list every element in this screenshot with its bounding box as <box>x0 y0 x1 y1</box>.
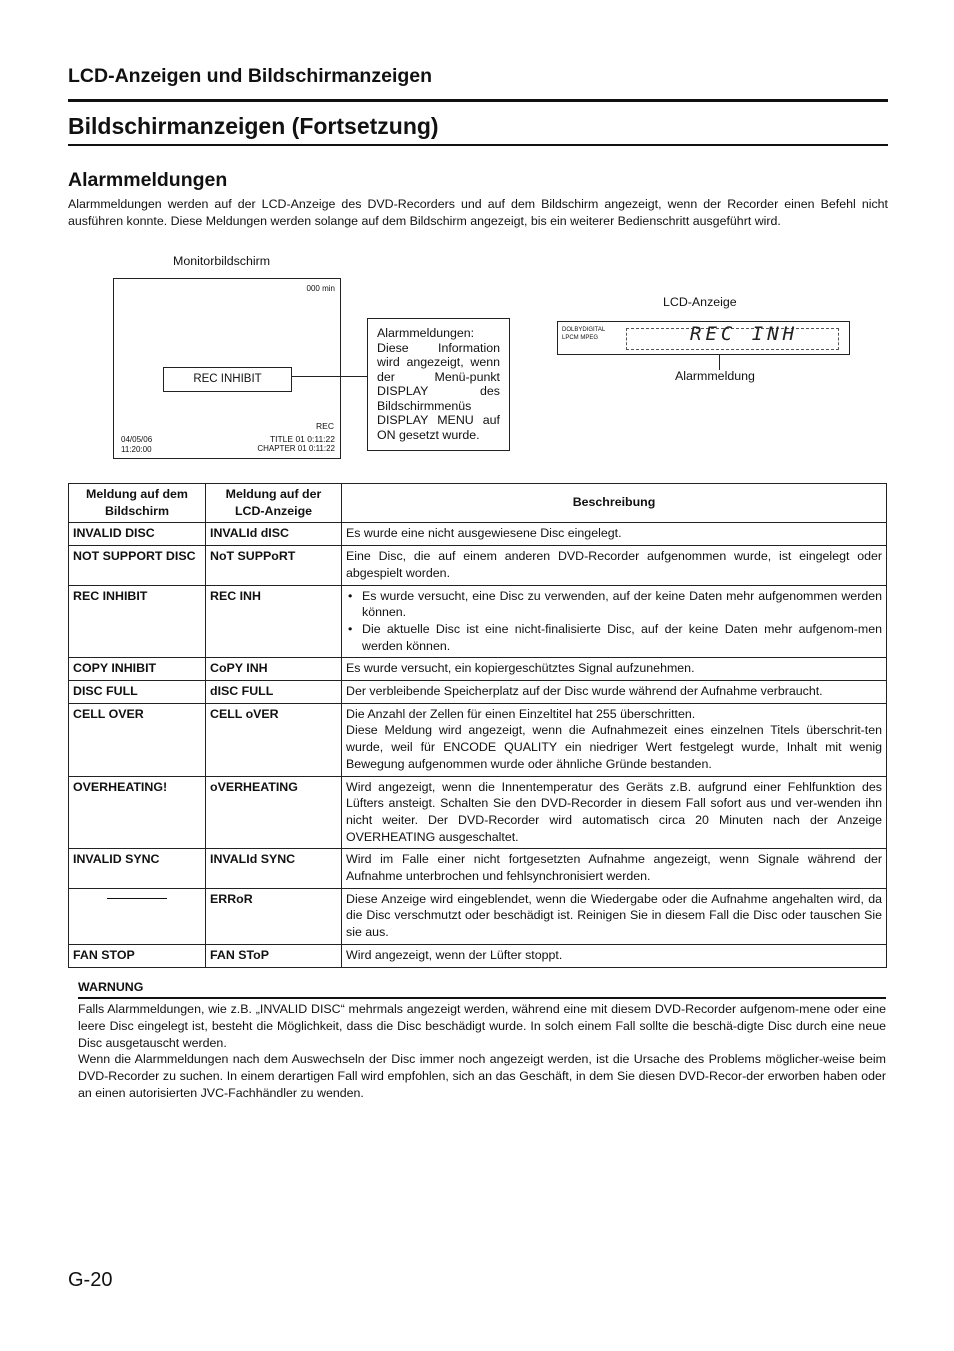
lcd-tag-lpcm: LPCM MPEG <box>562 335 599 341</box>
table-row <box>69 849 887 888</box>
description: Es wurde versucht, ein kopiergeschütztes Signal aufzunehmen. <box>342 658 887 681</box>
table-row <box>69 888 887 944</box>
description <box>342 585 887 658</box>
screen-message: FAN STOP <box>69 944 206 967</box>
rec-indicator: REC <box>316 421 334 431</box>
lcd-pointer-line <box>719 355 720 370</box>
col-header-description: Beschreibung <box>342 484 887 523</box>
lcd-message: dISC FULL <box>206 681 342 704</box>
table-row <box>69 944 887 967</box>
bullet-item: • Die aktuelle Disc ist eine nicht-finalisierte Disc, auf der keine Daten mehr aufgenom-men werden können. <box>346 621 882 654</box>
section-header <box>68 64 888 102</box>
chapter-line: CHAPTER 01 0:11:22 <box>257 444 335 453</box>
page-title <box>68 112 888 146</box>
screen-message: INVALID DISC <box>69 523 206 546</box>
lcd-segment-text: REC INH <box>690 323 799 345</box>
callout-connector <box>291 376 368 377</box>
screen-message: NOT SUPPORT DISC <box>69 546 206 585</box>
page-number: G-20 <box>68 1269 113 1291</box>
screen-message-none <box>69 888 206 944</box>
screen-message: OVERHEATING! <box>69 776 206 849</box>
lcd-format-tags <box>562 326 605 342</box>
table-row <box>69 585 887 658</box>
no-message-dash <box>107 891 167 899</box>
lcd-display <box>557 321 850 355</box>
lcd-message: FAN SToP <box>206 944 342 967</box>
time: 11:20:00 <box>121 445 152 454</box>
warning-title: WARNUNG <box>78 980 886 999</box>
description-line: Die Anzahl der Zellen für einen Einzeltitel hat 255 überschritten. <box>346 706 696 721</box>
lcd-message: CELL oVER <box>206 703 342 776</box>
rec-inhibit-message: REC INHIBIT <box>163 367 292 392</box>
description: Wird angezeigt, wenn die Innentemperatur des Geräts z.B. aufgrund einer Fehlfunktion des Lüfters ansteigt. Schalten Sie den DVD-Recorder in diesem Fall sofort aus und ver-wenden ihn nicht weiter. Der DVD-Recorder wird automatisch circa 20 Minuten nach der Anzeige OVERHEATING ausgeschaltet. <box>342 776 887 849</box>
col-header-lcd: Meldung auf der LCD-Anzeige <box>206 484 342 523</box>
description: Wird angezeigt, wenn der Lüfter stoppt. <box>342 944 887 967</box>
lcd-message: oVERHEATING <box>206 776 342 849</box>
callout-box: Alarmmeldungen: Diese Information wird angezeigt, wenn der Menü-punkt DISPLAY des Bildschirmmenüs DISPLAY MENU auf ON gesetzt wurde. <box>367 318 510 451</box>
description: Der verbleibende Speicherplatz auf der Disc wurde während der Aufnahme verbraucht. <box>342 681 887 704</box>
section-title: LCD-Anzeigen und Bildschirmanzeigen <box>68 65 433 87</box>
col-header-screen: Meldung auf dem Bildschirm <box>69 484 206 523</box>
lcd-message: REC INH <box>206 585 342 658</box>
table-row <box>69 681 887 704</box>
description-line: Diese Meldung wird angezeigt, wenn die Aufnahmezeit eines einzelnen Titels überschrit-ten wurde, weil für ENCODE QUALITY ein niedriger Wert festgelegt wurde, Inhalt mit wenig Bewegung aufgenommen wurde oder ähnliche Gründe bestanden. <box>346 723 882 771</box>
screen-message: COPY INHIBIT <box>69 658 206 681</box>
lcd-message: INVALId SYNC <box>206 849 342 888</box>
bullet-item: • Es wurde versucht, eine Disc zu verwenden, auf der keine Daten mehr aufgenommen werden können. <box>346 588 882 621</box>
lcd-message: NoT SUPPoRT <box>206 546 342 585</box>
table-row <box>69 546 887 585</box>
page-heading: Bildschirmanzeigen (Fortsetzung) <box>68 113 439 139</box>
warning-paragraph-2: Wenn die Alarmmeldungen nach dem Auswechseln der Disc immer noch angezeigt werden, ist die Ursache des Problems möglicher-weise beim DVD-Recorder zu suchen. In einem derartigen Fall wird empfohlen, sich an das Geschäft, in dem Sie diesen DVD-Recor-der erworben haben oder an einen autorisierten JVC-Fachhändler zu wenden. <box>78 1052 886 1100</box>
table-row <box>69 658 887 681</box>
monitor-screen <box>113 278 341 459</box>
warning-box <box>78 980 886 1102</box>
table-header-row <box>69 484 887 523</box>
lcd-message: INVALId dISC <box>206 523 342 546</box>
lcd-message: ERRoR <box>206 888 342 944</box>
date-time <box>121 435 152 455</box>
screen-message: REC INHIBIT <box>69 585 206 658</box>
title-chapter-info <box>257 434 335 454</box>
lcd-tag-dolby: DOLBYDIGITAL <box>562 327 606 333</box>
lcd-label: LCD-Anzeige <box>663 295 737 309</box>
lcd-alarm-label: Alarmmeldung <box>675 369 755 383</box>
description <box>342 703 887 776</box>
lcd-message: CoPY INH <box>206 658 342 681</box>
date: 04/05/06 <box>121 435 153 444</box>
description: Eine Disc, die auf einem anderen DVD-Recorder aufgenommen wurde, ist eingelegt oder abgespielt worden. <box>342 546 887 585</box>
alarm-diagram <box>0 250 954 470</box>
intro-paragraph: Alarmmeldungen werden auf der LCD-Anzeige des DVD-Recorders und auf dem Bildschirm angezeigt, wenn der Recorder einen Befehl nicht ausführen konnte. Diese Meldungen werden solange auf dem Bildschirm angezeigt, bis ein weiterer Bedienschritt ausgeführt wird. <box>68 197 888 228</box>
description-bullets <box>346 588 882 655</box>
description: Wird im Falle einer nicht fortgesetzten Aufnahme angezeigt, wenn Signale während der Aufnahme unterbrochen und fehlsynchronisiert werden. <box>342 849 887 888</box>
subsection-heading: Alarmmeldungen <box>68 169 228 191</box>
table-row <box>69 523 887 546</box>
monitor-label: Monitorbildschirm <box>173 254 271 268</box>
remaining-time: 000 min <box>306 284 335 293</box>
table-row <box>69 703 887 776</box>
table-row <box>69 776 887 849</box>
title-line: TITLE 01 0:11:22 <box>269 434 335 444</box>
description: Diese Anzeige wird eingeblendet, wenn die Wiedergabe oder die Aufnahme angehalten wird, da die Disc verschmutzt oder beschädigt ist. Reinigen Sie in diesem Fall die Disc oder tauschen Sie sie aus. <box>342 888 887 944</box>
alarm-table <box>68 483 887 968</box>
warning-paragraph-1: Falls Alarmmeldungen, wie z.B. „INVALID DISC“ mehrmals angezeigt werden, während eine mit diesem DVD-Recorder aufgenom-mene oder eine leere Disc eingelegt ist, besteht die Möglichkeit, dass die Disc beschädigt wurde. In solch einem Fall sollte die beschä-digte Disc durch eine neue Disc ausgetauscht werden. <box>78 1002 886 1050</box>
description: Es wurde eine nicht ausgewiesene Disc eingelegt. <box>342 523 887 546</box>
screen-message: DISC FULL <box>69 681 206 704</box>
screen-message: INVALID SYNC <box>69 849 206 888</box>
screen-message: CELL OVER <box>69 703 206 776</box>
